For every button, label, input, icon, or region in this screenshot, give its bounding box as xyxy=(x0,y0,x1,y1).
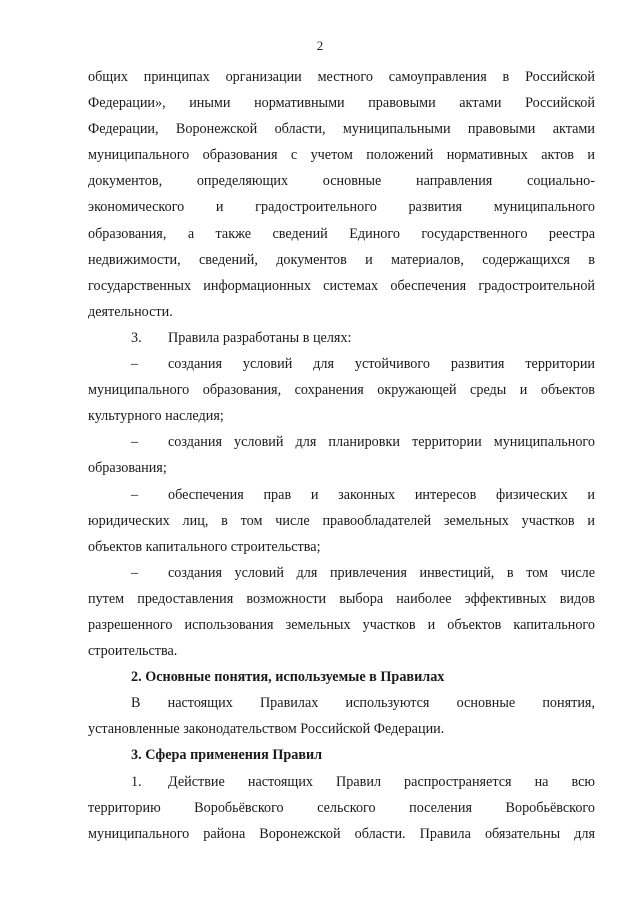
page-number: 2 xyxy=(316,38,324,53)
text-line: образования; xyxy=(88,460,167,477)
dash-bullet: – xyxy=(131,434,139,451)
text-line: В настоящих Правилах используются основные понятия, xyxy=(131,695,595,712)
text-line: общих принципах организации местного самоуправления в Российской xyxy=(88,69,595,85)
text-line: муниципального района Воронежской области. Правила обязательны для xyxy=(88,825,595,842)
document-body xyxy=(88,64,595,847)
text-line: территорию Воробьёвского сельского поселения Воробьёвского xyxy=(88,799,595,816)
list-item-3 xyxy=(88,482,595,508)
text-line: документов, определяющих основные направления социально- xyxy=(88,173,595,190)
list-item-text: создания условий для устойчивого развития территории xyxy=(168,356,595,373)
list-item-text: создания условий для привлечения инвестиций, в том числе xyxy=(168,564,595,581)
text-line: деятельности. xyxy=(88,303,173,320)
text-line: установленные законодательством Российской Федерации. xyxy=(88,721,445,738)
text-line: государственных информационных системах обеспечения градостроительной xyxy=(88,277,595,294)
dash-bullet: – xyxy=(131,356,139,373)
paragraph-1 xyxy=(88,769,595,795)
dash-bullet: – xyxy=(131,564,139,581)
list-item-2 xyxy=(88,429,595,455)
paragraph-3 xyxy=(88,325,595,351)
paragraph-text: Действие настоящих Правил распространяется на всю xyxy=(168,773,595,790)
text-line: муниципального образования, сохранения окружающей среды и объектов xyxy=(88,382,595,399)
text-line: недвижимости, сведений, документов и материалов, содержащихся в xyxy=(88,251,595,268)
text-line: юридических лиц, в том числе правообладателей земельных участков и xyxy=(88,512,595,529)
paragraph-number: 3. xyxy=(131,329,142,346)
section-heading-2: 2. Основные понятия, используемые в Правилах xyxy=(131,669,445,686)
list-item-1 xyxy=(88,351,595,377)
text-line: Федерации», иными нормативными правовыми актами Российской xyxy=(88,95,595,112)
text-line: муниципального образования с учетом положений нормативных актов и xyxy=(88,147,595,164)
list-item-text: обеспечения прав и законных интересов физических и xyxy=(168,486,595,503)
text-line: путем предоставления возможности выбора наиболее эффективных видов xyxy=(88,590,595,607)
text-line: строительства. xyxy=(88,643,178,660)
text-line: культурного наследия; xyxy=(88,408,224,425)
list-item-text: создания условий для планировки территории муниципального xyxy=(168,434,595,451)
section-heading-3: 3. Сфера применения Правил xyxy=(131,747,323,764)
text-line: экономического и градостроительного развития муниципального xyxy=(88,199,595,216)
text-line: образования, а также сведений Единого государственного реестра xyxy=(88,225,595,242)
text-line: разрешенного использования земельных участков и объектов капитального xyxy=(88,616,595,633)
dash-bullet: – xyxy=(131,486,139,503)
paragraph-text: Правила разработаны в целях: xyxy=(168,329,352,346)
text-line: объектов капитального строительства; xyxy=(88,538,321,555)
text-line: Федерации, Воронежской области, муниципальными правовыми актами xyxy=(88,121,595,138)
paragraph-number: 1. xyxy=(131,773,142,790)
list-item-4 xyxy=(88,560,595,586)
